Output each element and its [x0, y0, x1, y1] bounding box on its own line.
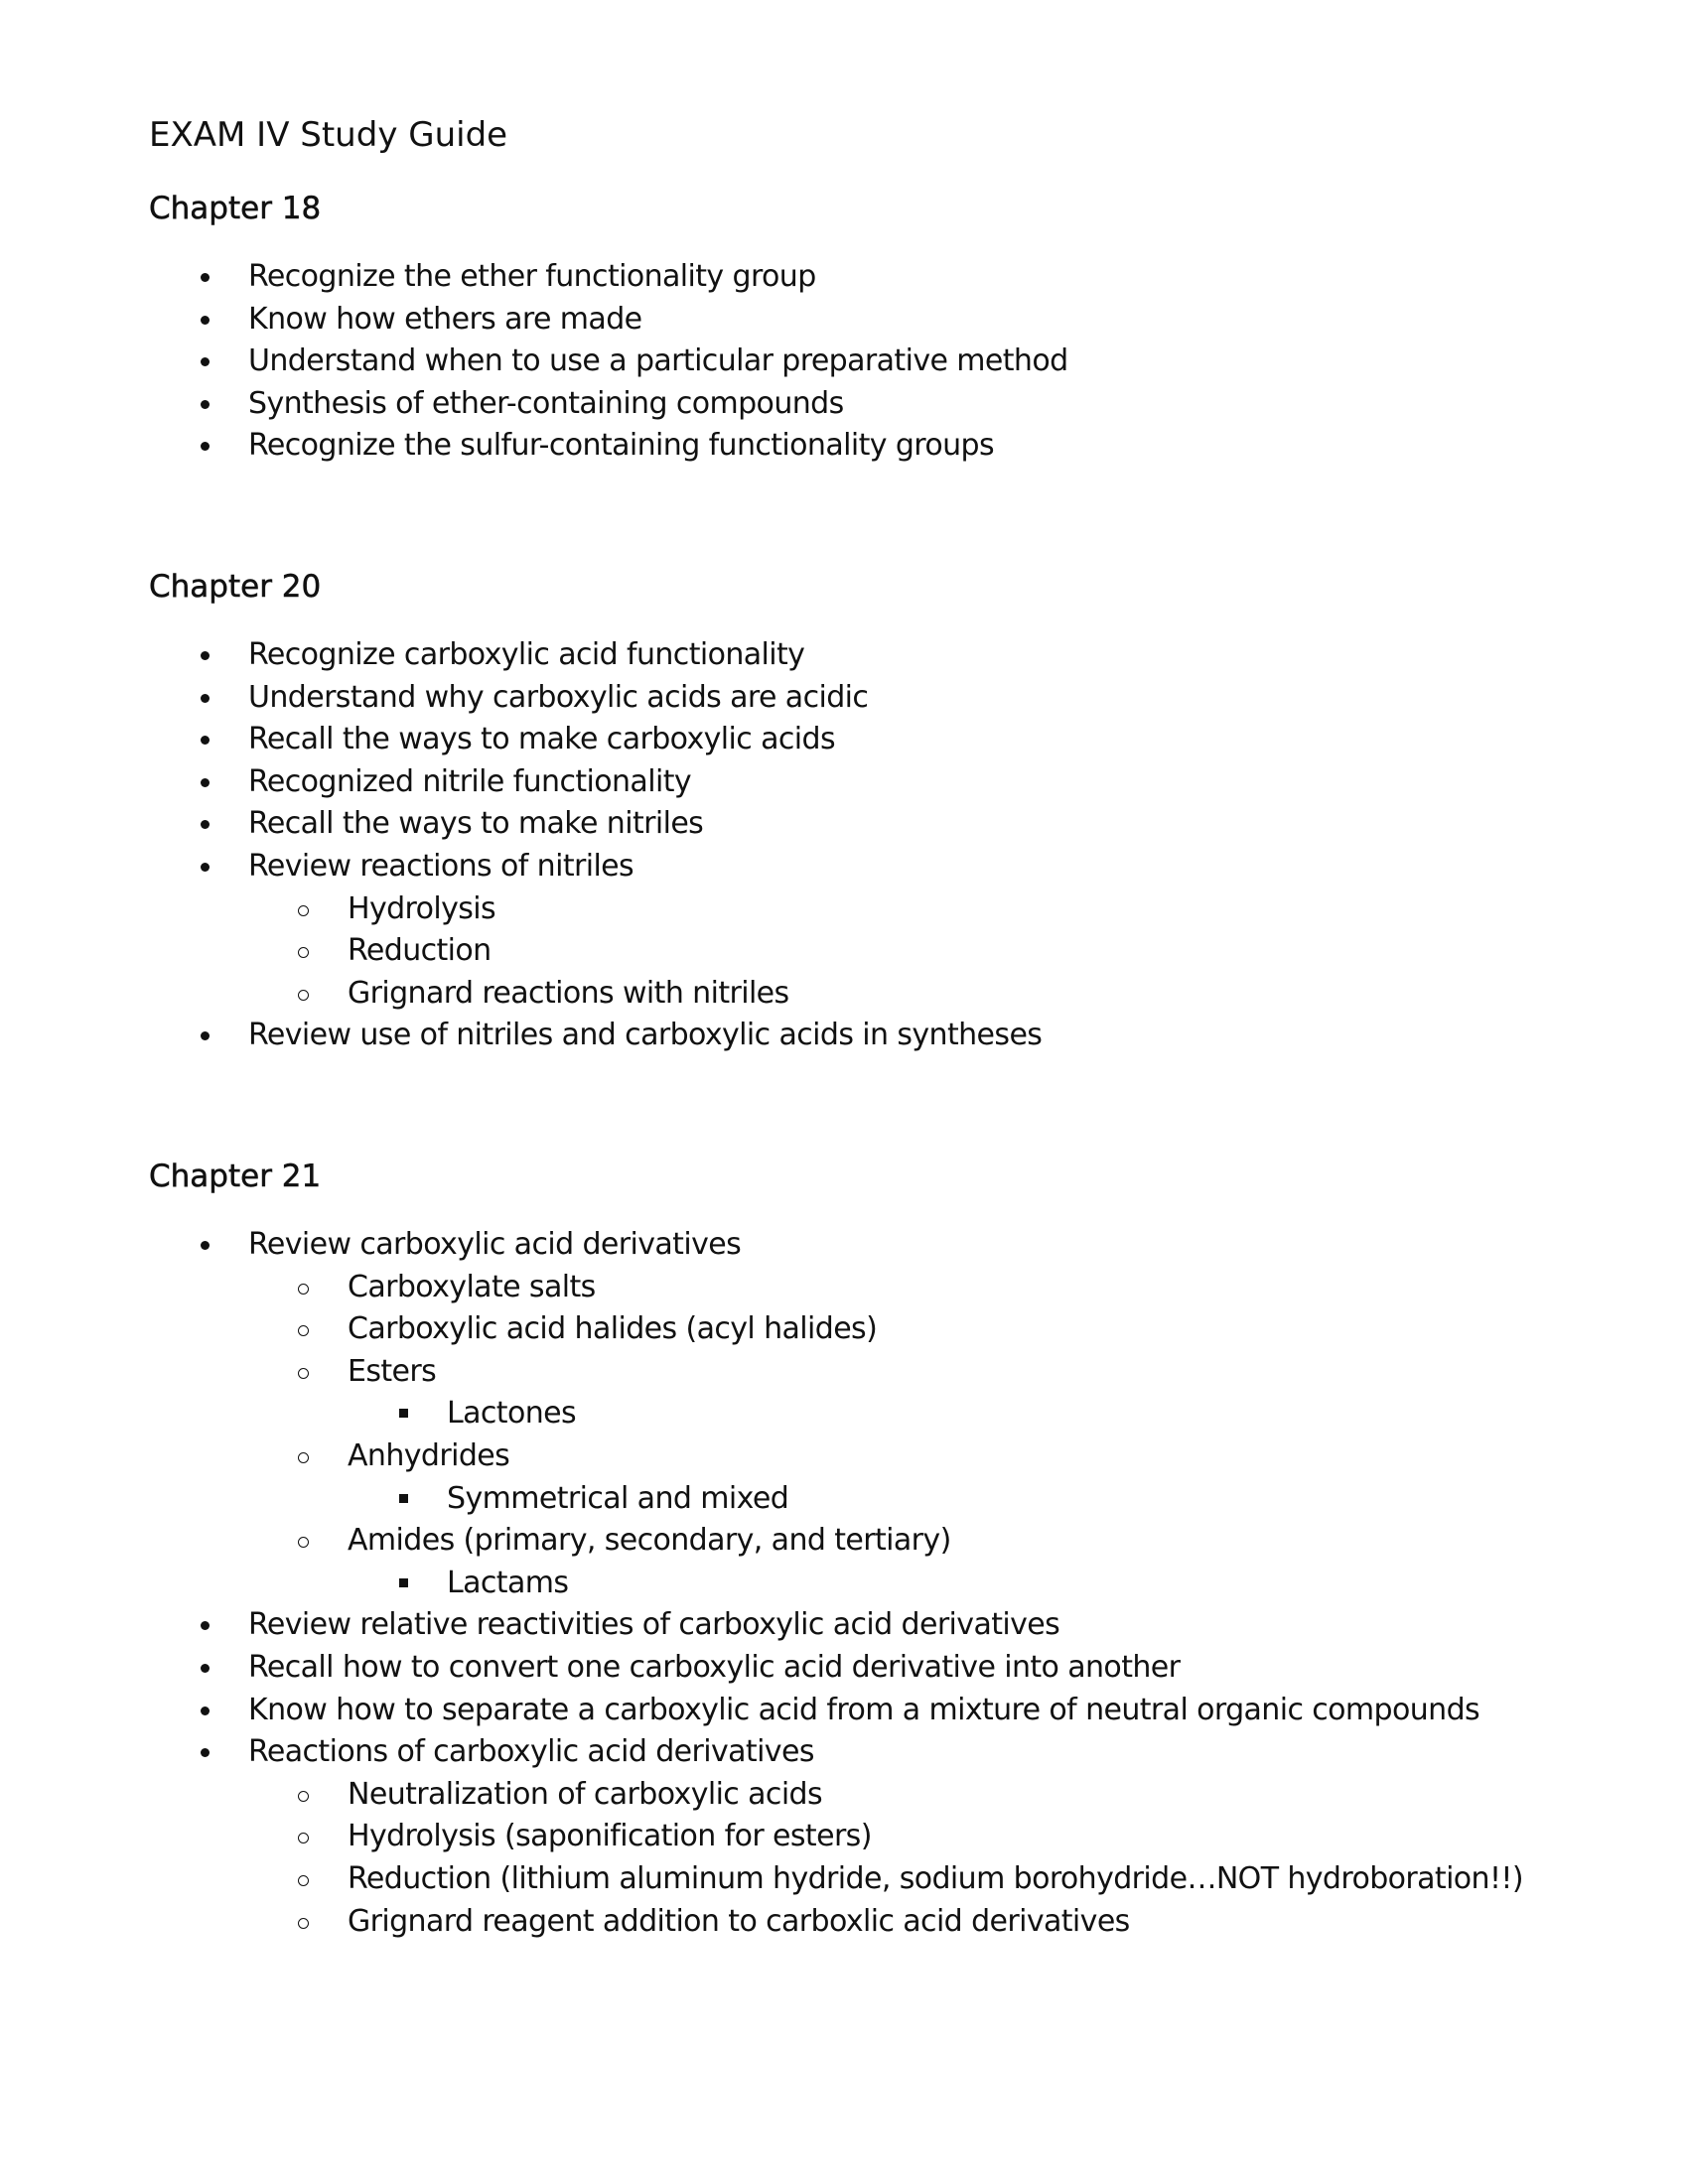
list-item-text: Carboxylic acid halides (acyl halides): [348, 1311, 878, 1347]
list-item-text: Amides (primary, secondary, and tertiary): [348, 1523, 951, 1559]
list-item: [149, 1774, 1589, 1817]
bullet-icon: [201, 442, 210, 451]
list-item-text: Review carboxylic acid derivatives: [248, 1227, 742, 1262]
list-item: [149, 888, 1589, 931]
bullet-icon: [201, 1748, 210, 1757]
list-item-text: Lactones: [447, 1396, 577, 1432]
chapter-21-section: [149, 1155, 1589, 1943]
list-item: [149, 1520, 1589, 1563]
list-item: [149, 761, 1589, 804]
list-item: [149, 1478, 1589, 1521]
list-item-text: Grignard reactions with nitriles: [348, 975, 789, 1011]
list-item-text: Understand why carboxylic acids are acidic: [248, 679, 869, 715]
list-item: [149, 634, 1589, 677]
circle-bullet-icon: [298, 905, 309, 916]
list-item: [149, 1563, 1589, 1605]
circle-bullet-icon: [298, 990, 309, 1001]
circle-bullet-icon: [298, 1368, 309, 1379]
bullet-icon: [201, 400, 210, 409]
list-item: [149, 1393, 1589, 1435]
bullet-icon: [201, 863, 210, 872]
list-item-text: Hydrolysis: [348, 890, 496, 926]
list-item: [149, 719, 1589, 761]
circle-bullet-icon: [298, 1833, 309, 1843]
chapter-18-section: [149, 187, 1589, 468]
list-item-text: Recognize carboxylic acid functionality: [248, 637, 805, 672]
list-item-text: Synthesis of ether-containing compounds: [248, 385, 844, 421]
list-item: [149, 677, 1589, 720]
circle-bullet-icon: [298, 1284, 309, 1295]
circle-bullet-icon: [298, 1918, 309, 1929]
bullet-icon: [201, 1241, 210, 1250]
bullet-icon: [201, 1706, 210, 1715]
circle-bullet-icon: [298, 1325, 309, 1336]
bullet-icon: [201, 820, 210, 829]
list-item-text: Reactions of carboxylic acid derivatives: [248, 1734, 814, 1770]
list-item-text: Review use of nitriles and carboxylic acids in syntheses: [248, 1018, 1043, 1053]
list-item: [149, 1731, 1589, 1774]
bullet-icon: [201, 651, 210, 660]
bullet-icon: [201, 778, 210, 787]
list-item: [149, 341, 1589, 383]
chapter-heading: Chapter 18: [149, 191, 322, 226]
list-item-text: Recognize the sulfur-containing functionality groups: [248, 428, 994, 464]
bullet-icon: [201, 316, 210, 325]
list-item-text: Reduction: [348, 933, 492, 969]
chapter-heading: Chapter 20: [149, 569, 322, 605]
list-item-text: Recognized nitrile functionality: [248, 763, 692, 799]
list-item-text: Recall the ways to make nitriles: [248, 806, 704, 842]
circle-bullet-icon: [298, 1452, 309, 1463]
circle-bullet-icon: [298, 1875, 309, 1886]
list-item: [149, 803, 1589, 846]
circle-bullet-icon: [298, 947, 309, 958]
list-item: [149, 1647, 1589, 1690]
list-item: [149, 299, 1589, 341]
bullet-icon: [201, 1664, 210, 1673]
bullet-icon: [201, 694, 210, 703]
chapter-21-list: [149, 1224, 1589, 1943]
list-item-text: Carboxylate salts: [348, 1269, 596, 1304]
list-item: [149, 1690, 1589, 1732]
list-item: [149, 930, 1589, 973]
list-item: [149, 1858, 1589, 1901]
list-item: [149, 425, 1589, 468]
chapter-18-list: [149, 256, 1589, 468]
list-item: [149, 1816, 1589, 1858]
list-item: [149, 1308, 1589, 1351]
list-item: [149, 256, 1589, 299]
bullet-icon: [201, 1031, 210, 1040]
square-bullet-icon: [399, 1578, 408, 1587]
square-bullet-icon: [399, 1494, 408, 1503]
list-item: [149, 1604, 1589, 1647]
page-title: EXAM IV Study Guide: [149, 115, 508, 155]
list-item: [149, 1267, 1589, 1309]
chapter-20-list: [149, 634, 1589, 1057]
list-item-text: Grignard reagent addition to carboxlic acid derivatives: [348, 1903, 1130, 1939]
bullet-icon: [201, 1621, 210, 1630]
list-item: [149, 1901, 1589, 1944]
list-item-text: Anhydrides: [348, 1437, 510, 1473]
list-item-text: Recognize the ether functionality group: [248, 259, 816, 294]
bullet-icon: [201, 273, 210, 282]
list-item: [149, 1015, 1589, 1057]
list-item-text: Hydrolysis (saponification for esters): [348, 1819, 872, 1854]
circle-bullet-icon: [298, 1791, 309, 1802]
list-item-text: Review relative reactivities of carboxylic acid derivatives: [248, 1607, 1060, 1643]
list-item-text: Understand when to use a particular preparative method: [248, 343, 1068, 379]
square-bullet-icon: [399, 1409, 408, 1418]
list-item: [149, 1224, 1589, 1267]
bullet-icon: [201, 357, 210, 366]
list-item-text: Esters: [348, 1353, 437, 1389]
chapter-heading: Chapter 21: [149, 1159, 322, 1194]
list-item: [149, 1351, 1589, 1394]
bullet-icon: [201, 736, 210, 745]
list-item: [149, 973, 1589, 1016]
list-item-text: Recall the ways to make carboxylic acids: [248, 722, 835, 757]
list-item-text: Recall how to convert one carboxylic acid derivative into another: [248, 1649, 1181, 1685]
list-item-text: Neutralization of carboxylic acids: [348, 1776, 823, 1812]
chapter-20-section: [149, 565, 1589, 1057]
list-item-text: Know how ethers are made: [248, 301, 642, 337]
list-item-text: Lactams: [447, 1565, 569, 1600]
list-item: [149, 383, 1589, 426]
list-item: [149, 846, 1589, 888]
list-item-text: Review reactions of nitriles: [248, 848, 634, 884]
list-item-text: Reduction (lithium aluminum hydride, sodium borohydride…NOT hydroboration!!): [348, 1860, 1523, 1896]
circle-bullet-icon: [298, 1537, 309, 1548]
list-item-text: Symmetrical and mixed: [447, 1480, 789, 1516]
list-item: [149, 1435, 1589, 1478]
list-item-text: Know how to separate a carboxylic acid from a mixture of neutral organic compounds: [248, 1692, 1480, 1727]
